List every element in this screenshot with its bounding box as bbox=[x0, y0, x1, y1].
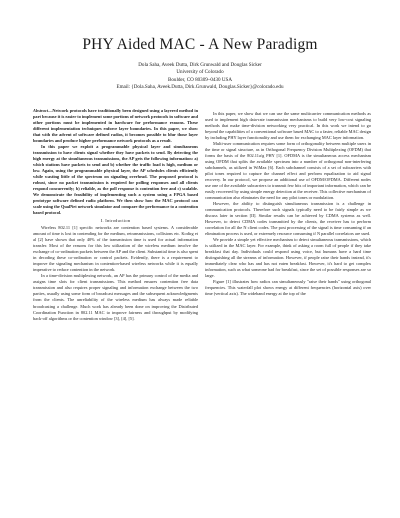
abstract-paragraph-2: In this paper we exploit a programmable physical layer and simultaneous transmission to have clients signal whether they have packets to send. By detecting the high energy at the simultaneous transmissions, the AP gets the following information: a) which stations have packets to send and b) whether the traffic load is high, medium or low. Again, using the programmable physical layer, the AP schedules clients efficiently while wasting little of the spectrum on signaling overhead. The proposed protocol is robust, since no packet transmission is required for polling responses and all clients respond concurrently; b) reliable, as the poll response is contention free and c) scalable. We demonstrate the feasibility of implementing such a system using a FPGA based prototype software defined radio platform. We then show how the MAC protocol can scale using the QualNet network simulator and compare the performance to a contention based protocol. bbox=[33, 144, 198, 216]
intro-paragraph-2: In a time-division multiplexing network, an AP has the primary control of the media and assigns time slots for client transmissions. This method ensures contention free data transmission and also requires proper signaling and information exchange between the two parties, usually using some form of broadcast messages and the subsequent acknowledgments from the clients. The unreliability of the wireless medium has always made reliable broadcasting a challenge. Much work has already been done on improving the Distributed Coordination Function in 802.11 MAC to improve fairness and throughput by modifying back-off algorithms or the contention window [3], [4], [5]. bbox=[33, 273, 198, 321]
author-email: Email: {Dola.Saha, Aveek.Dutta, Dirk.Grunwald, Douglas.Sicker}@colorado.edu bbox=[116, 84, 284, 91]
author-affiliation: University of Colorado bbox=[176, 69, 224, 76]
abstract-label: Abstract bbox=[33, 108, 48, 113]
right-paragraph-1: In this paper, we show that we can use the same multicarrier communication methods as used to implement high data-rate transmission mechanisms to build very low-cost signaling methods that make time-division networking very practical. In this work we intend to go beyond the capabilities of a conventional software based MAC to a faster, reliable MAC design by including PHY layer functionality and use them for exchanging MAC layer information. bbox=[205, 111, 371, 141]
author-block bbox=[0, 62, 400, 92]
paper-title: PHY Aided MAC - A New Paradigm bbox=[82, 36, 318, 53]
abstract-paragraph bbox=[33, 108, 198, 144]
left-column bbox=[33, 108, 198, 322]
author-names: Dola Saha, Aveek Dutta, Dirk Grunwald and Douglas Sicker bbox=[138, 62, 262, 68]
abstract-text: —Network protocols have traditionally been designed using a layered method in part because it is easier to implement some portions of network protocols in software and other portions must be implemented in hardware for performance reasons. These different implementation techniques enforce layer boundaries. In this paper, we show that with the advent of software defined radios, it becomes possible to blur those layer boundaries and produce higher performance network protocols as a result. bbox=[33, 108, 198, 144]
section-heading-introduction: I. Introduction bbox=[100, 218, 131, 224]
right-column bbox=[205, 111, 371, 297]
right-paragraph-2: Multi-user communication requires some form of orthogonality between multiple users in the time or signal structure, as in Orthogonal Frequency Division Multiplexing (OFDM) that forms the basis of the 802.11a/g PHY [1]. OFDMA is the simultaneous access mechanism using OFDM that splits the available spectrum into a number of orthogonal non-interfering subchannels, as utilized in WiMax [6]. Each subchannel consists of a set of subcarriers with pilot tones required to capture the channel effect and perform equalization to aid signal recovery. In our protocol, we propose an additional use of OFDM/OFDMA. Different nodes use one of the available subcarriers to transmit few bits of important information, which can be easily recovered by using simple energy detection at the receiver. This collective mechanism of communication also eliminates the need for any pilot tones or modulation. bbox=[205, 141, 371, 201]
intro-paragraph-1: Wireless 802.11 [1] specific networks are contention based systems. A considerable amount of time is lost in contending for the medium, retransmissions, collisions etc. Kodirg et al [2] have shown that only 40% of the transmission time is used for actual information transfer. Most of the reasons for this low utilization of the wireless medium involve the exchange of co-ordination packets between the AP and the client. Substantial time is also spent in decoding these co-ordination or control packets. Evidently, there is a requirement to improve the signaling mechanism in contention-based wireless networks while it is equally imperative to reduce contention in the network. bbox=[33, 225, 198, 273]
author-address: Boulder, CO 80309–0430 USA bbox=[167, 76, 233, 83]
right-paragraph-3: However, the ability to distinguish simultaneous transmission is a challenge in communication protocols. Therefore such signals typically need to be fairly simple as we discuss later in section [II]. Similar results can be achieved by CDMA systems as well. However, to detect CDMA codes transmitted by the clients, the receiver has to perform correlation for all the N client codes. The post processing of the signal is time consuming if an elimination process is used, or extremely resource consuming if N parallel correlators are used. bbox=[205, 201, 371, 237]
right-paragraph-4: We provide a simple yet effective mechanism to detect simultaneous transmissions, which is utilized in the MAC layer. For example, think of asking a room full of people if they take breakfast that day. Individuals could respond using voice, but humans have a hard time distinguishing all the streams of information. However, if people raise their hands instead, it's immediately clear who has and has not eaten breakfast. However, it's hard to get complex information, such as what someone had for breakfast, since the set of possible responses are so large. bbox=[205, 237, 371, 279]
right-paragraph-5: Figure [1] illustrates how radios can simultaneously "raise their hands" using orthogonal frequencies. This waterfall plot shows energy at different frequencies (horizontal axis) over time (vertical axis). The wideband energy at the top of the bbox=[205, 279, 371, 297]
